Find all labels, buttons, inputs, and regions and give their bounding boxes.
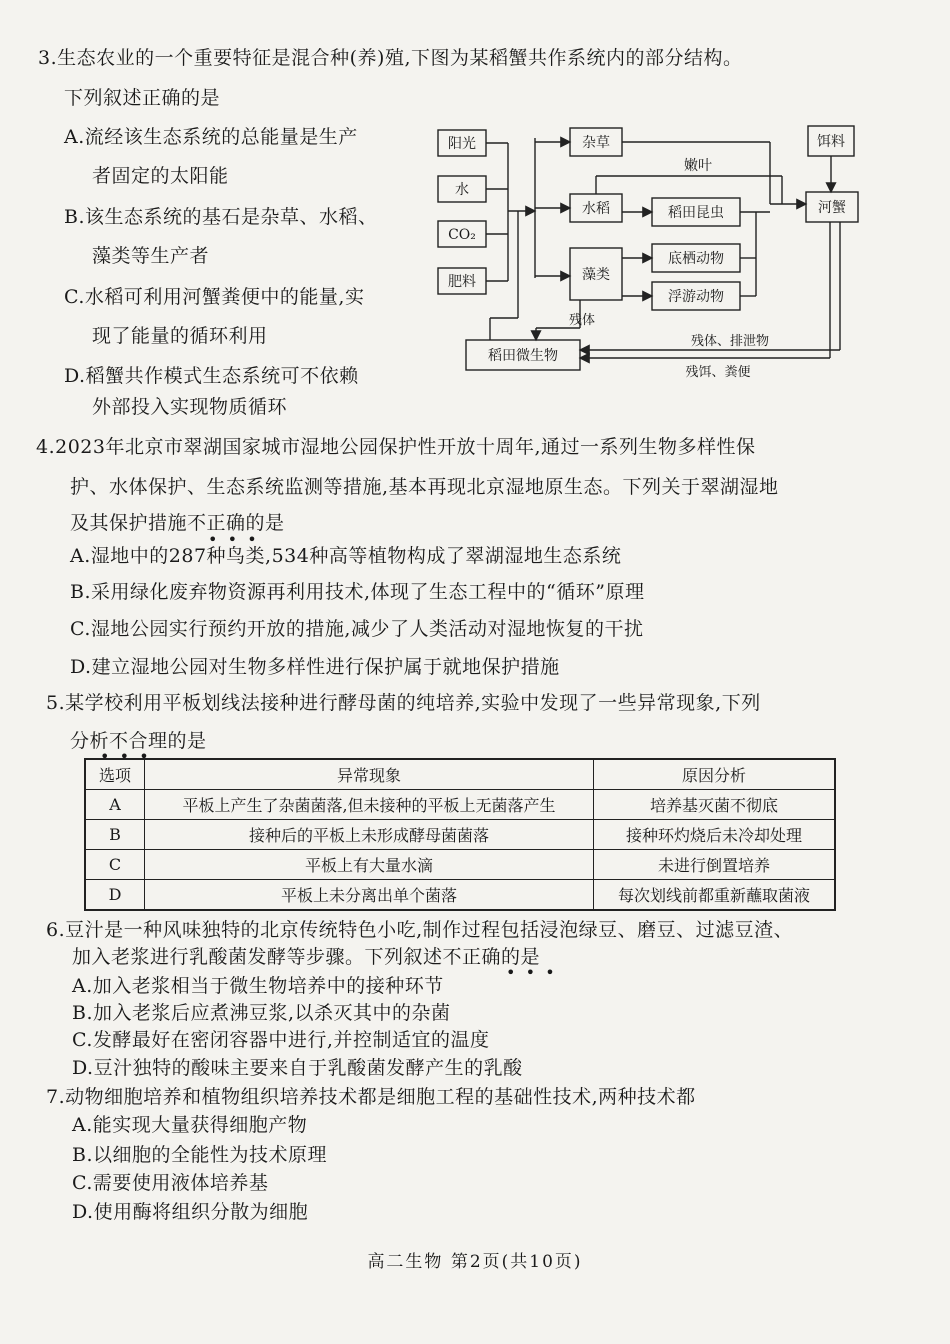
table-cell: 平板上未分离出单个菌落	[145, 880, 594, 911]
diagram-feed: 饵料	[817, 134, 845, 150]
q4-option-b: B.采用绿化废弃物资源再利用技术,体现了生态工程中的“循环”原理	[70, 581, 645, 603]
table-cell: 平板上产生了杂菌菌落,但未接种的平板上无菌落产生	[145, 790, 594, 820]
q3-option-a-cont: 者固定的太阳能	[92, 165, 229, 187]
q4-emphasis-dots: • • •	[208, 530, 257, 549]
table-row	[85, 850, 835, 880]
q4-option-a: A.湿地中的287种鸟类,534种高等植物构成了翠湖湿地生态系统	[70, 545, 622, 567]
q6-option-b: B.加入老浆后应煮沸豆浆,以杀灭其中的杂菌	[72, 1002, 451, 1024]
q6-option-a: A.加入老浆相当于微生物培养中的接种环节	[72, 975, 444, 997]
q3-stem-line2: 下列叙述正确的是	[64, 87, 221, 109]
diagram-remains: 残体	[568, 313, 596, 328]
q7-option-a: A.能实现大量获得细胞产物	[72, 1114, 308, 1136]
table-header-option: 选项	[85, 759, 145, 790]
table-header-phenomenon: 异常现象	[145, 759, 594, 790]
table-cell: 每次划线前都重新蘸取菌液	[594, 880, 836, 911]
q6-emphasis-dots: • • •	[506, 963, 555, 982]
q3-option-b: B.该生态系统的基石是杂草、水稻、	[64, 206, 378, 228]
diagram-plankton: 浮游动物	[668, 289, 724, 305]
q3-option-a: A.流经该生态系统的总能量是生产	[64, 126, 358, 148]
table-row	[85, 790, 835, 820]
q3-option-d: D.稻蟹共作模式生态系统可不依赖	[64, 365, 359, 387]
diagram-remains-excreta: 残体、排泄物	[690, 334, 770, 349]
q4-option-c: C.湿地公园实行预约开放的措施,减少了人类活动对湿地恢复的干扰	[70, 618, 644, 640]
q3-option-c-cont: 现了能量的循环利用	[92, 325, 268, 347]
page-footer: 高二生物 第2页(共10页)	[367, 1252, 583, 1272]
table-cell: 平板上有大量水滴	[145, 850, 594, 880]
diagram-crab: 河蟹	[818, 200, 846, 216]
q5-stem-line2: 分析不合理的是	[70, 730, 207, 752]
q3-option-d-cont: 外部投入实现物质循环	[92, 396, 288, 418]
diagram-fertilizer: 肥料	[448, 274, 476, 290]
q6-stem-line2: 加入老浆进行乳酸菌发酵等步骤。下列叙述不正确的是	[72, 946, 541, 968]
table-cell: D	[85, 880, 145, 911]
q4-stem-line2: 护、水体保护、生态系统监测等措施,基本再现北京湿地原生态。下列关于翠湖湿地	[70, 476, 779, 498]
rice-crab-system-diagram	[430, 118, 870, 388]
table-row	[85, 880, 835, 911]
table-cell: A	[85, 790, 145, 820]
q4-option-d: D.建立湿地公园对生物多样性进行保护属于就地保护措施	[70, 656, 560, 678]
diagram-tender-leaves: 嫩叶	[684, 158, 712, 174]
diagram-water: 水	[455, 182, 469, 198]
q5-table	[84, 758, 836, 911]
table-cell: 未进行倒置培养	[594, 850, 836, 880]
q5-emphasis-dots: • • •	[100, 747, 149, 766]
diagram-rice: 水稻	[582, 201, 610, 217]
q6-stem-line1: 6.豆汁是一种风味独特的北京传统特色小吃,制作过程包括浸泡绿豆、磨豆、过滤豆渣、	[46, 919, 794, 941]
diagram-insects: 稻田昆虫	[668, 205, 724, 221]
q7-option-d: D.使用酶将组织分散为细胞	[72, 1201, 309, 1223]
q3-option-b-cont: 藻类等生产者	[92, 245, 210, 267]
table-cell: C	[85, 850, 145, 880]
q6-option-c: C.发酵最好在密闭容器中进行,并控制适宜的温度	[72, 1029, 490, 1051]
table-row	[85, 820, 835, 850]
q6-option-d: D.豆汁独特的酸味主要来自于乳酸菌发酵产生的乳酸	[72, 1057, 523, 1079]
table-cell: 接种环灼烧后未冷却处理	[594, 820, 836, 850]
table-cell: 接种后的平板上未形成酵母菌菌落	[145, 820, 594, 850]
table-cell: 培养基灭菌不彻底	[594, 790, 836, 820]
table-cell: B	[85, 820, 145, 850]
diagram-algae: 藻类	[582, 267, 610, 283]
diagram-bait-feces: 残饵、粪便	[685, 365, 751, 380]
q3-option-c: C.水稻可利用河蟹粪便中的能量,实	[64, 286, 365, 308]
diagram-co2: CO₂	[448, 227, 476, 243]
q4-stem-line3: 及其保护措施不正确的是	[70, 512, 285, 534]
table-header-row	[85, 759, 835, 790]
diagram-benthic: 底栖动物	[668, 251, 724, 267]
q5-stem-line1: 5.某学校利用平板划线法接种进行酵母菌的纯培养,实验中发现了一些异常现象,下列	[46, 692, 761, 714]
q7-option-b: B.以细胞的全能性为技术原理	[72, 1144, 328, 1166]
q3-stem-line1: 3.生态农业的一个重要特征是混合种(养)殖,下图为某稻蟹共作系统内的部分结构。	[38, 47, 743, 69]
q4-stem-line1: 4.2023年北京市翠湖国家城市湿地公园保护性开放十周年,通过一系列生物多样性保	[36, 436, 756, 458]
table-header-analysis: 原因分析	[594, 759, 836, 790]
diagram-weeds: 杂草	[582, 135, 610, 151]
q7-option-c: C.需要使用液体培养基	[72, 1172, 269, 1194]
diagram-sunlight: 阳光	[448, 136, 476, 152]
q7-stem: 7.动物细胞培养和植物组织培养技术都是细胞工程的基础性技术,两种技术都	[46, 1086, 696, 1108]
diagram-microbes: 稻田微生物	[488, 348, 558, 364]
